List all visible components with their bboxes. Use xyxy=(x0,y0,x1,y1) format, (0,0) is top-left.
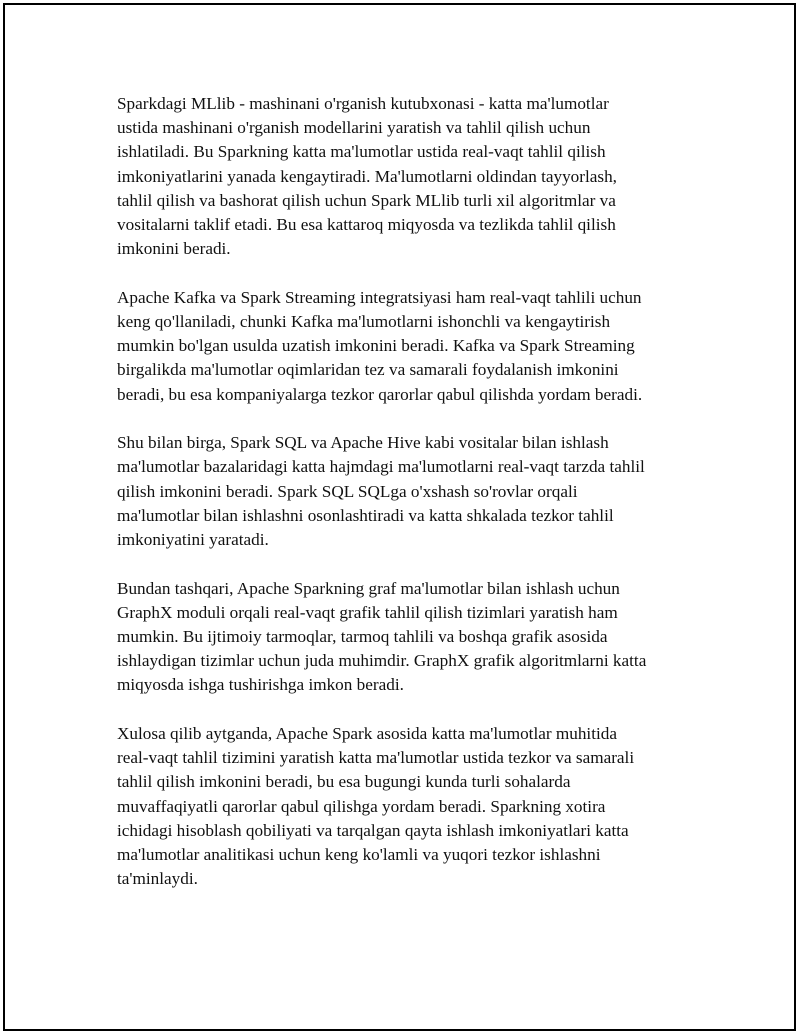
paragraph-conclusion: Xulosa qilib aytganda, Apache Spark asosida katta ma'lumotlar muhitida real-vaqt tahlil tizimini yaratish katta ma'lumotlar ustida tezkor va samarali tahlil qilish imkonini beradi, bu esa bugungi kunda turli sohalarda muvaffaqiyatli qarorlar qabul qilishga yordam beradi. Sparkning xotira ichidagi hisoblash qobiliyati va tarqalgan qayta ishlash imkoniyatlari katta ma'lumotlar analitikasi uchun keng ko'lamli va yuqori tezkor ishlashni ta'minlaydi. xyxy=(117,724,635,889)
paragraph-kafka-streaming: Apache Kafka va Spark Streaming integratsiyasi ham real-vaqt tahlili uchun keng qo'llaniladi, chunki Kafka ma'lumotlarni ishonchli va kengaytirish mumkin bo'lgan usulda uzatish imkonini beradi. Kafka va Spark Streaming birgalikda ma'lumotlar oqimlaridan tez va samarali foydalanish imkonini beradi, bu esa kompaniyalarga tezkor qarorlar qabul qilishda yordam beradi. xyxy=(117,287,643,404)
paragraph-spark-sql-hive: Shu bilan birga, Spark SQL va Apache Hive kabi vositalar bilan ishlash ma'lumotlar bazalaridagi katta hajmdagi ma'lumotlarni real-vaqt tarzda tahlil qilish imkonini beradi. Spark SQL SQLga o'xshash so'rovlar orqali ma'lumotlar bilan ishlashni osonlashtiradi va katta shkalada tezkor tahlil imkoniyatini yaratadi. xyxy=(117,433,645,550)
paragraph-mllib: Sparkdagi MLlib - mashinani o'rganish kutubxonasi - katta ma'lumotlar ustida mashinani o'rganish modellarini yaratish va tahlil qilish uchun ishlatiladi. Bu Sparkning katta ma'lumotlar ustida real-vaqt tahlil qilish imkoniyatlarini yanada kengaytiradi. Ma'lumotlarni oldindan tayyorlash, tahlil qilish va bashorat qilish uchun Spark MLlib turli xil algoritmlar va vositalarni taklif etadi. Bu esa kattaroq miqyosda va tezlikda tahlil qilish imkonini beradi. xyxy=(117,94,617,259)
document-body xyxy=(117,92,697,916)
paragraph-graphx: Bundan tashqari, Apache Sparkning graf ma'lumotlar bilan ishlash uchun GraphX moduli orqali real-vaqt grafik tahlil qilish tizimlari yaratish ham mumkin. Bu ijtimoiy tarmoqlar, tarmoq tahlili va boshqa grafik asosida ishlaydigan tizimlar uchun juda muhimdir. GraphX grafik algoritmlarni katta miqyosda ishga tushirishga imkon beradi. xyxy=(117,578,647,695)
